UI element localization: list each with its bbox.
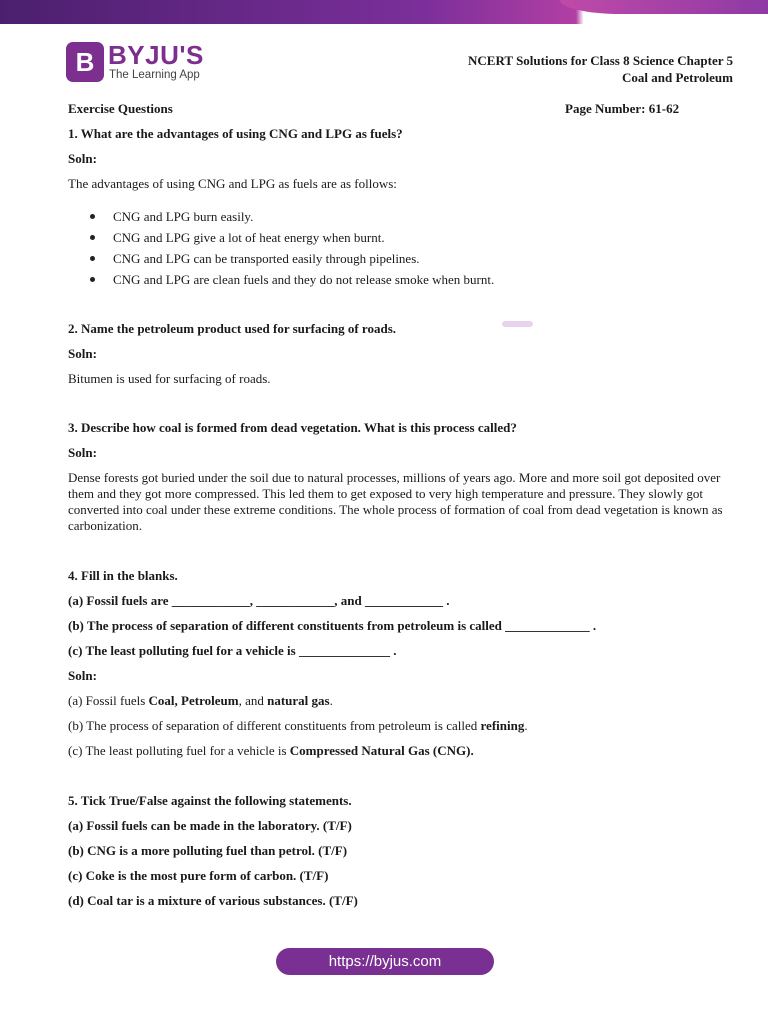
q5-statement-a: (a) Fossil fuels can be made in the laboratory. (T/F) [68, 818, 352, 833]
bullet-icon [90, 277, 95, 282]
q3-answer: Dense forests got buried under the soil due to natural processes, millions of years ago. More and more soil got deposited over them and they got more compressed. This led them to get exposed to very high temperature and pressure. They slowly got converted into coal under these extreme conditions. The whole process of formation of coal from dead vegetation is known as carbonization. [68, 470, 723, 533]
logo-mark: B [66, 42, 104, 82]
question-1: 1. What are the advantages of using CNG and LPG as fuels? [68, 126, 403, 141]
q4-answer-c: (c) The least polluting fuel for a vehicle is Compressed Natural Gas (CNG). [68, 743, 474, 758]
q4-blank-a: (a) Fossil fuels are ____________, ____________, and ____________ . [68, 593, 450, 608]
bullet-icon [90, 235, 95, 240]
question-5: 5. Tick True/False against the following statements. [68, 793, 352, 808]
document-header [468, 52, 733, 86]
list-item: CNG and LPG burn easily. [68, 209, 723, 225]
q3-soln-label: Soln: [68, 445, 97, 460]
q5-statement-c: (c) Coke is the most pure form of carbon. (T/F) [68, 868, 329, 883]
bullet-icon [90, 256, 95, 261]
brand-tagline: The Learning App [109, 69, 200, 81]
brand-name: BYJU'S [108, 40, 204, 70]
q4-answer-b: (b) The process of separation of different constituents from petroleum is called refining. [68, 718, 528, 733]
q1-answer-intro: The advantages of using CNG and LPG as fuels are as follows: [68, 176, 397, 191]
q5-statement-b: (b) CNG is a more polluting fuel than petrol. (T/F) [68, 843, 348, 858]
chapter-title: Coal and Petroleum [622, 70, 733, 85]
q4-answer-a: (a) Fossil fuels Coal, Petroleum, and natural gas. [68, 693, 333, 708]
exercise-row [68, 101, 698, 117]
footer-url-link[interactable]: https://byjus.com [276, 948, 494, 975]
list-item: CNG and LPG give a lot of heat energy when burnt. [68, 230, 723, 246]
document-title: NCERT Solutions for Class 8 Science Chapter 5 [468, 53, 733, 68]
question-4: 4. Fill in the blanks. [68, 568, 178, 583]
byjus-logo[interactable] [66, 42, 236, 88]
q1-soln-label: Soln: [68, 151, 97, 166]
q1-advantages-list [68, 209, 723, 288]
content-body [68, 126, 723, 909]
q5-statement-d: (d) Coal tar is a mixture of various substances. (T/F) [68, 893, 358, 908]
q2-answer: Bitumen is used for surfacing of roads. [68, 371, 271, 386]
bullet-icon [90, 214, 95, 219]
q4-blank-c: (c) The least polluting fuel for a vehicle is ______________ . [68, 643, 397, 658]
q4-soln-label: Soln: [68, 668, 97, 683]
top-banner-accent [560, 0, 768, 14]
question-3: 3. Describe how coal is formed from dead vegetation. What is this process called? [68, 420, 517, 435]
exercise-label: Exercise Questions [68, 101, 173, 116]
q2-soln-label: Soln: [68, 346, 97, 361]
question-2: 2. Name the petroleum product used for surfacing of roads. [68, 321, 397, 336]
list-item: CNG and LPG are clean fuels and they do not release smoke when burnt. [68, 272, 723, 288]
q4-blank-b: (b) The process of separation of different constituents from petroleum is called _____________ . [68, 618, 597, 633]
list-item: CNG and LPG can be transported easily through pipelines. [68, 251, 723, 267]
page-number: Page Number: 61-62 [565, 101, 680, 116]
